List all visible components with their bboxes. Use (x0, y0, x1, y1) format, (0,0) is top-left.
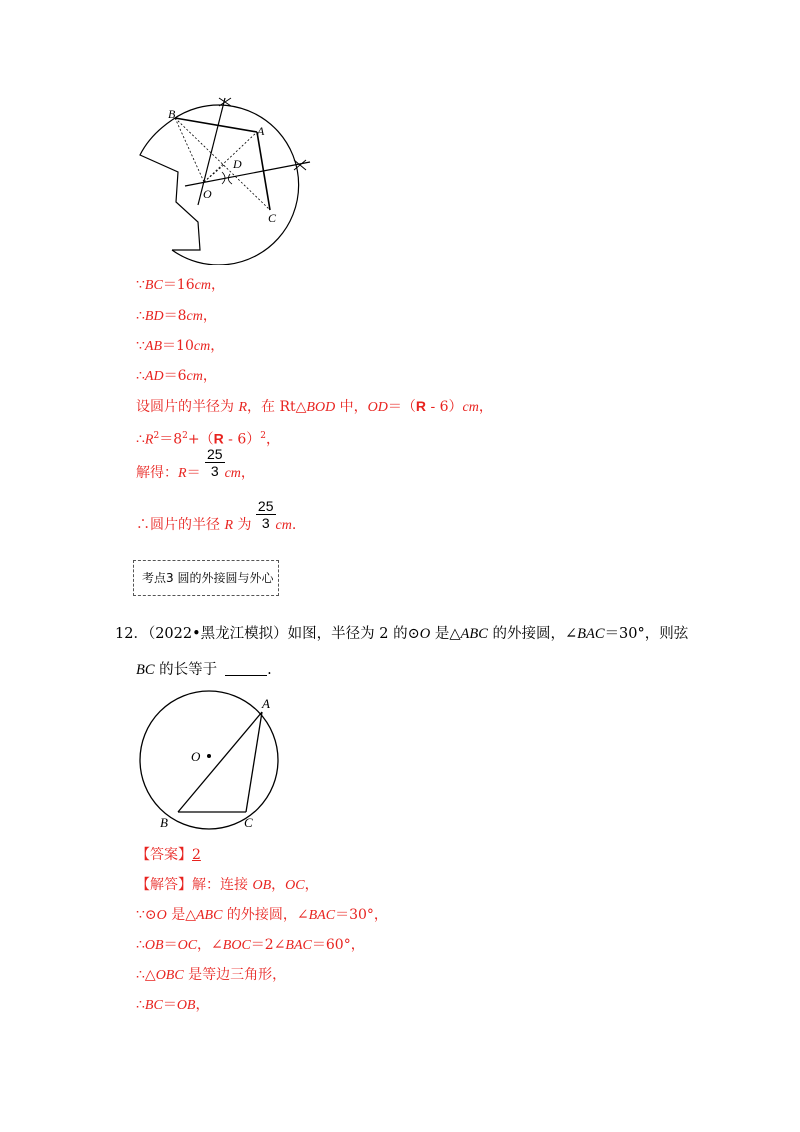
fraction: $\frac{25}{3}$ (207, 445, 223, 479)
center-point (207, 754, 211, 758)
step-conclusion: ∴圆片的半径 R 为 $\frac{25}{3}$ cm. (136, 497, 297, 533)
explain-line3: ∴OB＝OC，∠BOC＝2∠BAC＝60°， (136, 937, 365, 953)
bisector-2 (185, 162, 310, 186)
dotted-oa (204, 132, 257, 182)
step-ad: ∴AD＝6cm， (136, 368, 217, 384)
answer-blank (225, 661, 267, 676)
label-o: O (203, 187, 212, 201)
question-number: 12． (115, 626, 148, 642)
broken-circle-figure (130, 90, 330, 265)
label-a: A (257, 124, 265, 138)
explain-line1: 【解答】解：连接 OB，OC， (136, 877, 319, 893)
step-set-radius: 设圆片的半径为 R，在 Rt△BOD 中，OD＝（R - 6）cm， (136, 398, 493, 415)
explain-tag: 【解答】 (136, 877, 192, 893)
label-b: B (160, 815, 168, 830)
step-equation: $\therefore R^2=8^2+(R - 6)^2$， (136, 430, 281, 448)
explain-line4: ∴△OBC 是等边三角形， (136, 967, 287, 983)
fraction: $\frac{25}{3}$ (257, 497, 274, 531)
label-a: A (262, 696, 270, 711)
label-d: D (233, 157, 242, 171)
circumcircle-figure (128, 690, 298, 835)
circle-o (140, 691, 278, 829)
question-text-line1: 12．（2022•黑龙江模拟）如图，半径为 2 的⊙O 是△ABC 的外接圆，∠BAC＝30°，则弦 (115, 626, 689, 642)
label-o: O (191, 749, 201, 764)
section-box: 考点3 圆的外接圆与外心 (133, 560, 279, 596)
step-ab: ∵AB＝10cm， (136, 338, 225, 354)
step-bc: ∵BC＝16cm， (136, 277, 225, 293)
explain-line5: ∴BC＝OB， (136, 997, 210, 1013)
label-c: C (244, 815, 253, 830)
question-source: （2022•黑龙江模拟） (147, 626, 288, 642)
explain-line2: ∵⊙O 是△ABC 的外接圆，∠BAC＝30°， (136, 907, 388, 923)
dotted-bo (175, 118, 204, 182)
label-c: C (268, 211, 277, 225)
answer-line (136, 845, 201, 865)
step-bd: ∴BD＝8cm， (136, 308, 217, 324)
answer-value: 2 (192, 847, 201, 863)
answer-tag: 【答案】 (136, 847, 192, 863)
step-solve: 解得：R＝ $\frac{25}{3}$ cm， (136, 445, 255, 481)
label-b: B (168, 107, 176, 121)
segment-ac (246, 712, 262, 812)
question-text-line2: BC 的长等于 . (136, 662, 272, 678)
